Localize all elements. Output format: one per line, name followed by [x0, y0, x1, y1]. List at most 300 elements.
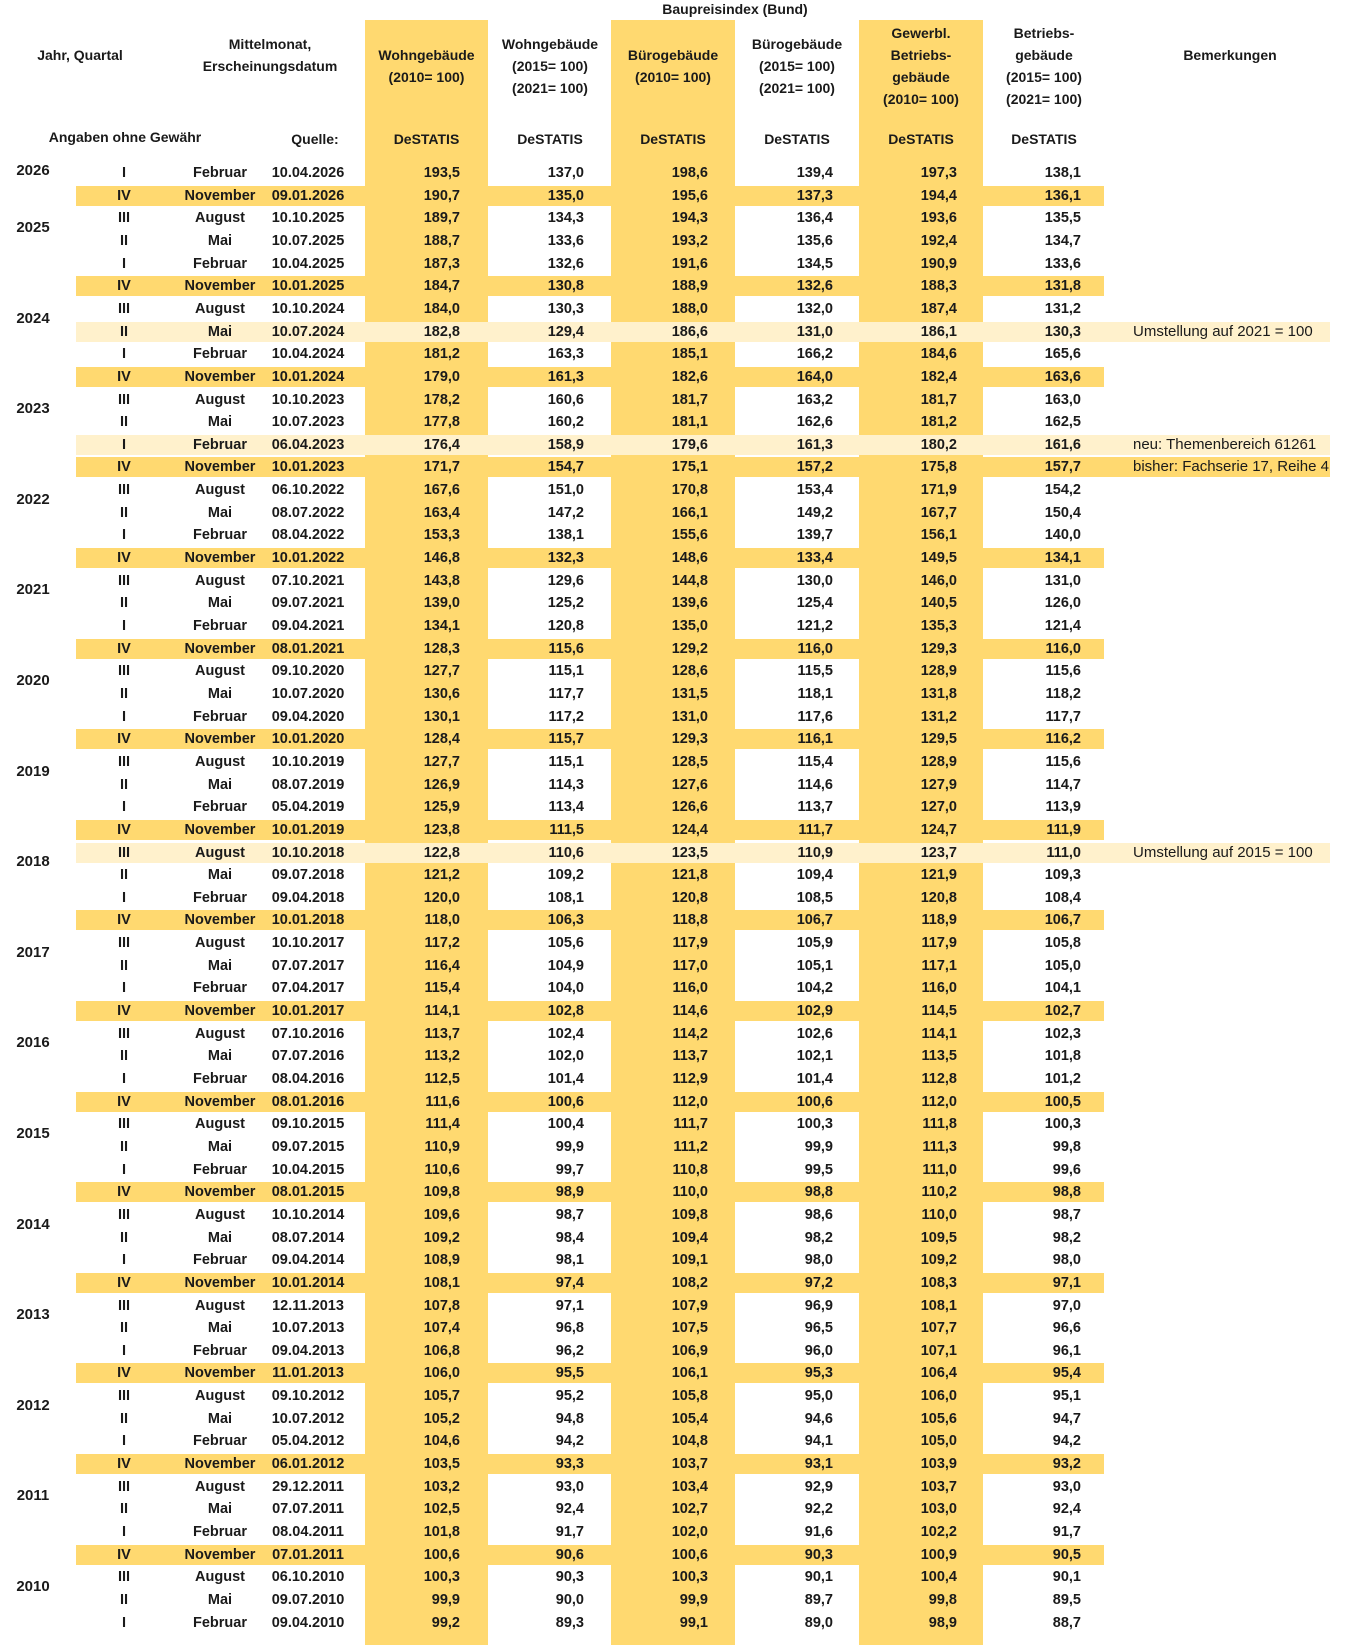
date-cell: 10.01.2017 [271, 1003, 345, 1020]
value-cell: 121,8 [671, 867, 708, 884]
value-cell: 111,6 [425, 1093, 460, 1110]
date-cell: 09.04.2018 [271, 889, 345, 906]
table-row [0, 1295, 1352, 1317]
date-cell: 10.01.2025 [271, 278, 345, 295]
quarter-cell: I [121, 436, 127, 453]
header-wohn-2015-line3: (2021= 100) [512, 80, 588, 96]
value-cell: 129,5 [920, 731, 957, 748]
value-cell: 90,5 [1052, 1546, 1081, 1563]
table-row [0, 638, 1352, 660]
value-cell: 133,4 [796, 550, 833, 567]
value-cell: 103,4 [671, 1478, 708, 1495]
header-gewerbl-2010 [859, 22, 983, 110]
table-row [0, 1340, 1352, 1362]
value-cell: 193,2 [671, 232, 708, 249]
month-cell: Mai [207, 1320, 233, 1337]
value-cell: 111,8 [922, 1116, 957, 1133]
value-cell: 115,6 [1045, 663, 1081, 680]
value-cell: 115,5 [797, 663, 833, 680]
month-cell: Februar [193, 1342, 247, 1359]
value-cell: 108,1 [423, 1274, 460, 1291]
table-row [0, 1204, 1352, 1226]
value-cell: 106,4 [920, 1365, 957, 1382]
header-buero-2010-line1: Bürogebäude [627, 47, 719, 63]
value-cell: 94,2 [555, 1433, 584, 1450]
value-cell: 108,3 [920, 1274, 957, 1291]
value-cell: 161,3 [796, 436, 833, 453]
date-cell: 10.01.2024 [271, 368, 345, 385]
table-row [0, 1498, 1352, 1520]
value-cell: 105,8 [1044, 935, 1081, 952]
value-cell: 112,5 [424, 1071, 460, 1087]
table-row [0, 1362, 1352, 1384]
value-cell: 90,1 [804, 1569, 833, 1586]
date-cell: 09.04.2021 [271, 618, 345, 634]
value-cell: 194,4 [920, 187, 957, 204]
value-cell: 146,8 [423, 550, 460, 567]
header-betrieb-2015-line4: (2021= 100) [1006, 91, 1082, 107]
value-cell: 105,8 [671, 1388, 708, 1405]
value-cell: 116,1 [797, 731, 833, 748]
header-buero-2015-line1: Bürogebäude [751, 36, 843, 52]
value-cell: 155,6 [671, 527, 708, 544]
value-cell: 115,4 [424, 980, 460, 997]
value-cell: 94,1 [804, 1433, 833, 1450]
table-row [0, 479, 1352, 501]
table-row [0, 547, 1352, 569]
value-cell: 110,2 [921, 1184, 957, 1201]
table-row [0, 1408, 1352, 1430]
quarter-cell: III [117, 1025, 131, 1042]
value-cell: 106,7 [1044, 912, 1081, 929]
value-cell: 117,7 [1045, 708, 1081, 725]
date-cell: 09.10.2012 [271, 1388, 345, 1405]
value-cell: 192,4 [920, 232, 957, 249]
value-cell: 185,1 [671, 346, 708, 363]
value-cell: 127,9 [920, 776, 957, 793]
value-cell: 98,8 [804, 1184, 833, 1201]
table-row [0, 1181, 1352, 1203]
value-cell: 99,2 [431, 1614, 460, 1631]
quarter-cell: II [119, 1138, 129, 1155]
value-cell: 116,0 [797, 640, 833, 657]
quarter-cell: II [119, 867, 129, 884]
value-cell: 181,7 [671, 391, 708, 408]
month-cell: Februar [193, 436, 247, 453]
value-cell: 98,4 [555, 1229, 584, 1246]
value-cell: 138,1 [547, 527, 584, 544]
value-cell: 102,8 [547, 1003, 584, 1020]
month-cell: Februar [193, 708, 247, 725]
value-cell: 116,4 [424, 957, 460, 974]
value-cell: 128,9 [920, 663, 957, 680]
value-cell: 111,0 [1046, 844, 1081, 861]
value-cell: 102,0 [671, 1524, 708, 1540]
date-cell: 10.10.2014 [271, 1206, 345, 1223]
quelle-label: Quelle: [291, 131, 339, 147]
date-cell: 09.07.2010 [271, 1591, 345, 1608]
value-cell: 109,8 [671, 1206, 708, 1223]
month-cell: November [184, 1274, 256, 1291]
value-cell: 99,8 [1052, 1138, 1081, 1155]
remark-cell: bisher: Fachserie 17, Reihe 4 [1133, 458, 1329, 476]
value-cell: 123,8 [423, 821, 460, 838]
source-buero-2015: DeSTATIS [764, 131, 830, 147]
value-cell: 97,4 [555, 1274, 584, 1291]
value-cell: 106,3 [547, 912, 584, 929]
value-cell: 162,6 [796, 414, 833, 431]
value-cell: 91,7 [555, 1524, 584, 1540]
date-cell: 10.10.2018 [271, 844, 345, 861]
quarter-cell: I [121, 527, 127, 544]
value-cell: 182,8 [423, 323, 460, 340]
value-cell: 190,9 [920, 255, 957, 272]
table-row [0, 185, 1352, 207]
year-label: 2017 [16, 943, 50, 961]
value-cell: 114,2 [672, 1025, 708, 1042]
quarter-cell: I [121, 1161, 127, 1178]
value-cell: 93,3 [555, 1456, 584, 1473]
value-cell: 103,2 [423, 1478, 460, 1495]
month-cell: August [195, 1025, 245, 1042]
value-cell: 102,6 [796, 1025, 833, 1042]
value-cell: 150,4 [1044, 504, 1081, 521]
value-cell: 118,2 [1045, 685, 1081, 702]
table-row [0, 1227, 1352, 1249]
value-cell: 110,9 [424, 1138, 460, 1155]
date-cell: 10.10.2019 [271, 753, 345, 770]
value-cell: 92,4 [1052, 1501, 1081, 1518]
month-cell: November [184, 187, 256, 204]
value-cell: 100,4 [547, 1116, 584, 1133]
quarter-cell: II [119, 232, 129, 249]
value-cell: 162,5 [1044, 414, 1081, 431]
month-cell: Februar [193, 165, 247, 181]
value-cell: 115,6 [548, 640, 584, 657]
value-cell: 131,0 [671, 708, 708, 725]
value-cell: 132,6 [547, 255, 584, 272]
value-cell: 101,8 [423, 1524, 460, 1540]
value-cell: 94,8 [555, 1410, 584, 1427]
month-cell: August [195, 663, 245, 680]
quarter-cell: IV [117, 912, 131, 929]
quarter-cell: I [121, 255, 127, 272]
quarter-cell: II [119, 957, 129, 974]
quarter-cell: IV [117, 278, 131, 295]
value-cell: 110,9 [797, 844, 833, 861]
month-cell: Februar [193, 527, 247, 544]
value-cell: 104,6 [423, 1433, 460, 1450]
date-cell: 05.04.2012 [271, 1433, 345, 1450]
date-cell: 07.07.2016 [271, 1048, 345, 1065]
year-label: 2013 [16, 1306, 50, 1324]
value-cell: 166,1 [671, 504, 708, 521]
value-cell: 100,6 [671, 1546, 708, 1563]
month-cell: August [195, 1116, 245, 1133]
quarter-cell: III [117, 300, 131, 317]
value-cell: 98,7 [555, 1206, 584, 1223]
value-cell: 175,8 [920, 459, 957, 476]
table-row [0, 1589, 1352, 1611]
month-cell: Mai [207, 1138, 233, 1155]
value-cell: 94,7 [1052, 1410, 1081, 1427]
value-cell: 114,5 [921, 1003, 957, 1020]
value-cell: 117,1 [921, 957, 957, 974]
table-row [0, 411, 1352, 433]
value-cell: 98,1 [555, 1252, 584, 1269]
value-cell: 96,5 [804, 1320, 833, 1337]
value-cell: 135,5 [1044, 210, 1081, 227]
header-betrieb-2015-line1: Betriebs- [1013, 25, 1075, 41]
value-cell: 107,4 [423, 1320, 460, 1337]
value-cell: 111,3 [922, 1138, 957, 1155]
value-cell: 98,0 [804, 1252, 833, 1269]
table-row [0, 207, 1352, 229]
value-cell: 98,2 [804, 1229, 833, 1246]
value-cell: 104,8 [671, 1433, 708, 1450]
value-cell: 149,5 [920, 550, 957, 567]
value-cell: 100,3 [1044, 1116, 1081, 1133]
value-cell: 137,0 [547, 165, 584, 181]
month-cell: August [195, 1388, 245, 1405]
value-cell: 117,2 [424, 935, 460, 952]
value-cell: 104,1 [1044, 980, 1081, 997]
source-buero-2010: DeSTATIS [640, 131, 706, 147]
value-cell: 129,3 [920, 640, 957, 657]
month-cell: Februar [193, 889, 247, 906]
quarter-cell: IV [117, 187, 131, 204]
date-cell: 07.07.2017 [271, 957, 345, 974]
value-cell: 128,9 [920, 753, 957, 770]
date-cell: 11.01.2013 [272, 1365, 344, 1382]
month-cell: November [184, 459, 256, 476]
value-cell: 113,7 [797, 799, 833, 816]
quarter-cell: II [119, 1410, 129, 1427]
month-cell: Mai [207, 504, 233, 521]
value-cell: 124,4 [671, 821, 708, 838]
value-cell: 108,9 [423, 1252, 460, 1269]
value-cell: 163,4 [423, 504, 460, 521]
table-row [0, 909, 1352, 931]
value-cell: 132,6 [796, 278, 833, 295]
table-row [0, 253, 1352, 275]
month-cell: Februar [193, 618, 247, 634]
value-cell: 179,6 [671, 436, 708, 453]
value-cell: 163,2 [796, 391, 833, 408]
value-cell: 100,3 [796, 1116, 833, 1133]
value-cell: 102,7 [671, 1501, 708, 1518]
table-row [0, 842, 1352, 864]
value-cell: 103,7 [671, 1456, 708, 1473]
date-cell: 07.07.2011 [272, 1501, 344, 1518]
value-cell: 139,7 [796, 527, 833, 544]
month-cell: Februar [193, 980, 247, 997]
date-cell: 09.10.2020 [271, 663, 345, 680]
value-cell: 109,3 [1044, 867, 1081, 884]
value-cell: 100,6 [423, 1546, 460, 1563]
quarter-cell: III [117, 1569, 131, 1586]
value-cell: 118,0 [424, 912, 460, 929]
month-cell: Februar [193, 1252, 247, 1269]
value-cell: 195,6 [671, 187, 708, 204]
value-cell: 132,0 [796, 300, 833, 317]
value-cell: 193,5 [423, 165, 460, 181]
month-cell: Februar [193, 799, 247, 816]
table-row [0, 275, 1352, 297]
header-gewerbl-2010-line4: (2010= 100) [883, 91, 959, 107]
month-cell: August [195, 1206, 245, 1223]
date-cell: 10.04.2025 [271, 255, 345, 272]
date-cell: 10.07.2024 [271, 323, 345, 340]
table-row [0, 1113, 1352, 1135]
date-cell: 08.07.2022 [271, 504, 345, 521]
value-cell: 182,4 [920, 368, 957, 385]
quarter-cell: I [121, 1614, 127, 1631]
value-cell: 190,7 [423, 187, 460, 204]
table-row [0, 1453, 1352, 1475]
month-cell: August [195, 753, 245, 770]
value-cell: 131,8 [1044, 278, 1081, 295]
table-row [0, 1136, 1352, 1158]
month-cell: November [184, 278, 256, 295]
header-betrieb-2015-line2: gebäude [1015, 47, 1073, 63]
value-cell: 105,6 [920, 1410, 957, 1427]
header-wohn-2010-line2: (2010= 100) [388, 69, 465, 85]
month-cell: August [195, 1297, 245, 1314]
table-row [0, 1476, 1352, 1498]
value-cell: 137,3 [796, 187, 833, 204]
date-cell: 10.10.2024 [271, 300, 345, 317]
year-label: 2023 [16, 400, 50, 418]
table-row [0, 706, 1352, 728]
value-cell: 135,0 [671, 618, 708, 634]
date-cell: 07.01.2011 [272, 1546, 344, 1563]
month-cell: Mai [207, 414, 233, 431]
value-cell: 99,1 [679, 1614, 708, 1631]
quarter-cell: II [119, 323, 129, 340]
value-cell: 93,0 [555, 1478, 584, 1495]
date-cell: 05.04.2019 [271, 799, 345, 816]
value-cell: 189,7 [423, 210, 460, 227]
value-cell: 115,4 [797, 753, 833, 770]
quarter-cell: IV [117, 640, 131, 657]
header-gewerbl-2010-line3: gebäude [892, 69, 950, 85]
table-row [0, 1068, 1352, 1090]
table-row [0, 502, 1352, 524]
table-row [0, 728, 1352, 750]
value-cell: 123,7 [920, 844, 957, 861]
month-cell: August [195, 1569, 245, 1586]
month-cell: August [195, 1478, 245, 1495]
value-cell: 114,6 [672, 1003, 708, 1020]
value-cell: 160,2 [547, 414, 584, 431]
header-mittelmonat [190, 33, 350, 77]
table-row [0, 1045, 1352, 1067]
value-cell: 111,7 [673, 1116, 708, 1133]
header-mittelmonat-line2: Erscheinungsdatum [202, 58, 338, 74]
value-cell: 112,9 [672, 1071, 708, 1087]
value-cell: 104,9 [547, 957, 584, 974]
source-betrieb-2015: DeSTATIS [1011, 131, 1077, 147]
quarter-cell: III [117, 1206, 131, 1223]
value-cell: 103,5 [423, 1456, 460, 1473]
value-cell: 166,2 [796, 346, 833, 363]
month-cell: Mai [207, 1410, 233, 1427]
value-cell: 108,1 [547, 889, 584, 906]
month-cell: November [184, 821, 256, 838]
date-cell: 10.01.2022 [271, 550, 345, 567]
value-cell: 127,7 [423, 663, 460, 680]
value-cell: 99,9 [555, 1138, 584, 1155]
value-cell: 96,1 [1052, 1342, 1081, 1359]
value-cell: 93,0 [1052, 1478, 1081, 1495]
quarter-cell: IV [117, 1093, 131, 1110]
date-cell: 07.10.2016 [271, 1025, 345, 1042]
value-cell: 157,2 [796, 459, 833, 476]
month-cell: Februar [193, 1614, 247, 1631]
quarter-cell: I [121, 165, 127, 181]
quarter-cell: I [121, 618, 127, 634]
quarter-cell: IV [117, 1184, 131, 1201]
value-cell: 156,1 [920, 527, 957, 544]
table-row [0, 456, 1352, 478]
table-row [0, 1249, 1352, 1271]
table-row [0, 660, 1352, 682]
date-cell: 08.01.2021 [271, 640, 345, 657]
value-cell: 95,1 [1052, 1388, 1081, 1405]
quarter-cell: I [121, 1524, 127, 1540]
value-cell: 99,9 [804, 1138, 833, 1155]
value-cell: 105,2 [423, 1410, 460, 1427]
quarter-cell: I [121, 980, 127, 997]
source-gewerbl-2010: DeSTATIS [888, 131, 954, 147]
value-cell: 113,4 [548, 799, 584, 816]
quarter-cell: IV [117, 550, 131, 567]
value-cell: 133,6 [547, 232, 584, 249]
table-row [0, 389, 1352, 411]
value-cell: 186,1 [920, 323, 957, 340]
value-cell: 111,7 [798, 821, 833, 838]
value-cell: 109,2 [920, 1252, 957, 1269]
value-cell: 101,4 [547, 1071, 584, 1087]
quarter-cell: III [117, 1388, 131, 1405]
value-cell: 121,2 [796, 618, 833, 634]
quarter-cell: III [117, 572, 131, 589]
value-cell: 94,6 [804, 1410, 833, 1427]
table-row [0, 1159, 1352, 1181]
value-cell: 96,2 [555, 1342, 584, 1359]
month-cell: Februar [193, 255, 247, 272]
quarter-cell: IV [117, 1456, 131, 1473]
value-cell: 100,3 [671, 1569, 708, 1586]
value-cell: 109,1 [671, 1252, 708, 1269]
table-row [0, 1317, 1352, 1339]
header-wohn-2010-line1: Wohngebäude [378, 47, 475, 63]
date-cell: 09.10.2015 [271, 1116, 345, 1133]
value-cell: 140,5 [920, 595, 957, 612]
value-cell: 121,2 [423, 867, 460, 884]
value-cell: 100,4 [920, 1569, 957, 1586]
value-cell: 113,2 [424, 1048, 460, 1065]
value-cell: 90,3 [804, 1546, 833, 1563]
value-cell: 136,4 [796, 210, 833, 227]
value-cell: 111,0 [922, 1161, 957, 1178]
value-cell: 154,7 [547, 459, 584, 476]
header-buero-2010-line2: (2010= 100) [635, 69, 711, 85]
value-cell: 99,7 [555, 1161, 584, 1178]
value-cell: 91,6 [804, 1524, 833, 1540]
month-cell: Mai [207, 1501, 233, 1518]
